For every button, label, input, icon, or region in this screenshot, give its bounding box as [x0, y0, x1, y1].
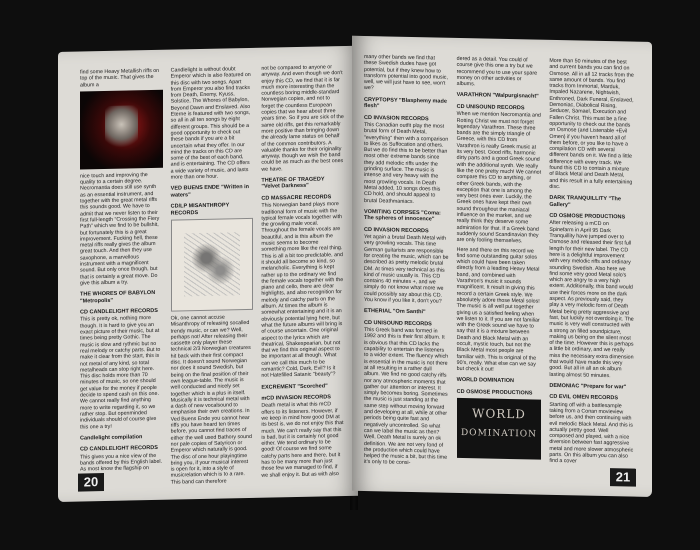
review-label: CD INVASION RECORDS	[364, 226, 429, 234]
review-heading: THEATRE OF TRAGEDY "Velvet Darkness"	[261, 176, 325, 191]
page-number: 21	[610, 468, 636, 487]
review-text: many other bands we find that these Swedish dudes have got potential, but if they knew how to transform potential into good music, well, we will just have to see, won't we?	[364, 53, 448, 92]
review-heading: ETHERIAL "Om Santhi"	[364, 308, 426, 316]
magazine-page-left	[58, 46, 358, 502]
review-text: Here and there on this record we find some outstanding guitar solos which could have been taken directly from a leading Heavy Metal band, and combined with Varathron's music it sounds magnificent. It result in giving this record a certain Greek style. We absolutely adore those Metal solos! The music is all well put together giving us a satisfied feeling when we listen to it. If you are not familiar with the Greek sound we have to say that it is a mixture between Death and Black Metal with an occult, mystic touch, but not the Black Metal most people are familiar with. This is original of the 90's, really. What else can we say but check it out!	[456, 246, 540, 373]
review-text: Starting off with a battlesample taking from a Conan movieview before us, and then continuing with evil melodic Black Metal. And this is actually pretty good. Well composed and played, with a nice diversion between fast aggressive metal and more slower atmospheric parts. On this album you can also find a cover	[549, 401, 634, 465]
review-heading: VED BUENS ENDE "Written in waters"	[170, 184, 249, 199]
right-column-2	[457, 56, 542, 457]
review-text: After releasing a mCD on Spinefarm in April 95 Dark Tranquillity have jumped over to Osmose and released their first full length for their new label. The CD here is a delightful improvement with very melodic riffs and ordinary sounding Swedish. Also here we find some very good Metal solo's which are angry to a very high extent. Additionally, this band would use their forces more on the dark aspect. As previously said, they play a very melodic form of Death Metal being pretty aggressive and fast, but luckily not overdoing it. The music is very well constructed with a strong an filled soundpicture, making us being on the silent most of the time. However this is perhaps a little bit ordinary, and we really miss the necessary extra dimension that would have made this very good. But all in all an ok album lasting almost 50 minutes.	[549, 220, 634, 379]
review-heading: EXCREMENT "Scorched"	[261, 382, 328, 391]
review-heading: THE WHORES OF BABYLON "Metropolis"	[80, 290, 156, 305]
review-label: CD OSMOSE PRODUCTIONS	[549, 212, 626, 221]
review-label: CD EVIL OMEN RECORDS	[549, 394, 618, 402]
right-column-1	[364, 53, 449, 467]
review-text: This Canadian outfit play the most brutal form of Death Metal, "everything" then with a comparison to likes as Suffocation and others. But we do find this to be better than most other extreme bands since they add melodic riffs under the grinding surface. The music is intense and very heavy with the most growling vocals. In Death Metal added, 10 songs does this CD hold, and should appeal to brutal Deathmaniacs.	[364, 121, 449, 205]
review-heading: DEMONIAC "Prepare for war"	[549, 382, 627, 391]
review-text: nice touch and improving the quality to a certain degree. Necromantia does still use synth as an essential instrument, and together with the great metal riffs this sounds good. We have to admit that we never listen to their first full-length "Crossing the Fiery Path" which we find to be bullshit, but fortunately this is a great improvement. Fucking hell, these metal riffs really gives the album great touch. And then they use saxophone, a marvellous instrument with a magnificent sound. But only once though, but that is certainly a great move. Do give this album a try.	[80, 172, 160, 287]
review-heading: CRYPTOPSY "Blasphemy made flesh"	[364, 96, 447, 110]
review-text: Death metal is what this mCD offers to its listeners. However, if we keep in mind how good DM at its best is, we do not enjoy this that much. We can't really say that this is bad, but it is certainly not good either. We tend ordinary to be good! Of course we find some catchy parts here and there, but it has to be many more than just those few we managed to find, if we shall enjoy it. But as with also	[261, 401, 344, 479]
review-text: not be compared to anyone or anyway. And even though we don't enjoy this CD, we find that it is far much more interesting than the countless boring middle-standard Norwegian copies, and not to forget the countless European copies that we hear about three years time. So if you are sick of the same old riffs, get this remarkably more positive than bringing down the already lame status on behalf of the common contributors. A valuable thanks for their originality anyway, though we wish the band could be as much as the best ones we have.	[261, 64, 344, 173]
album-cover-ved-buens-ende	[171, 218, 254, 312]
review-text: find some Heavy Metallish riffs on top of the music. That gives the album a	[80, 67, 160, 89]
left-column-1	[80, 67, 163, 473]
review-label: CD CANDLELIGHT RECORDS	[80, 307, 158, 316]
review-text: This is pretty ok, nothing more though. It is hard to give you an exact picture of their music, but at times being pretty Gothic. The music is slow and rythmic but no real melody or catchy parts. But to make it clear from the start, this is not metal of any kind, so total metalheads can stop right here. This disc holds more than 70 minutes of music, so one should get value for the money if people decide to spend cash on this one. We cannot really find anything more to write regarding it, so we rather stop. But openminded individuals should of course give this one a try!	[80, 315, 161, 431]
review-text: This Greek band was formed in 1992 and this is their first album. It is obvious that this CD lacks the capability to entertain the listeners to a wider extent. The fluency which is essential in the music is not there at all resulting in a rather dull album. We find no good catchy riffs nor any atmospheric moments that gather our attention or interest. It simply becomes boring. Sometimes the music is just standing at the same step without moving forward and developing at all, while at other periods being quite fast and negatively uncontrolled. So what can we label the music as then? Well, Death Metal is surely an ok definition. We are not very fond of the production which could have helped the music a bit, but this time it's only to be consi-	[364, 327, 449, 467]
review-heading: WORLD DOMINATION	[456, 377, 515, 385]
album-cover-world-domination	[457, 398, 542, 460]
album-cover-necromantia	[80, 90, 163, 170]
review-label: CD MASSACRE RECORDS	[261, 194, 332, 202]
review-text: Candlelight is without doubt Emperor which is also featured on this disc with two songs. Apart from Emperor you also find tracks from Death, Enemy, Kyuss, Solstice, The Whores of Babylon, Beyond Dawn and Enslaved. Also Eterne is featured with two songs, so all in all ten songs by eight different groups. This should be a good opportunity to check out these bands if you are a bit uncertain what they offer. In our mind the tracks on this CD are some of the best of each band, and is entertaining. The CD offers a wide variety of music, and lasts more than one hour.	[170, 66, 251, 181]
review-heading: Candlelight compilation	[80, 434, 143, 442]
review-text: More than 50 minutes of the best and current bands you can find on Osmose. All in all 12 tracks from the same amount of bands. You find tracks from Immortal, Marduk, Impaled Nazarene, Nightwish, Enthroned, Dark Funeral, Enslaved, Demoniac, Diabolical Rising, Seducer, Samael, Execution and Fallen Christ. This must be a fine opportunity to check out the bands on Osmose (and Listenable +Evil Omen) if you haven't heard all of them before, or you like to have a compilation CD with several different bands on it. We find a little difference with every track. We found this CD to contain a mixture of Black Metal and Death Metal, and this result in a fully entertaining disc.	[549, 57, 634, 191]
review-label: mCD INVASION RECORDS	[261, 394, 331, 402]
left-column-2	[170, 66, 254, 486]
review-text: Ok, one cannot accuse Misanthropy of releasing socalled trendy music, or can we? Well, perhaps not! After releasing their cassette only player these technical 2/3 Norwegian creatures hit back with their first compact disc. It doesn't sound Norwegian nor does it sound Swedish, but being on the final position of their own league-table. The music is well conducted and nicely set together which is a plus in itself. Musically it is technical metal with a dash of new vocalsound to emphasise their own creations. In Ved Buens Ende you cannot hear riffs you have heard ten times before, you cannot find traces of either the well used Bathory sound nor pale copies of Satyricon or Emperor which naturally is good. The disc of one hour playingtime bring you, if your musical interest is open for it, into a style of musicrelation which is to a rare. This band can therefore	[170, 314, 252, 486]
review-label: CD UNISOUND RECORDS	[456, 103, 525, 112]
review-heading: DARK TRANQUILLITY "The Gallery"	[549, 195, 621, 208]
review-heading: VOMITING CORPSES "Coma: The spheres of innocence"	[364, 208, 441, 223]
review-text: dered as a detail. You could of course give this one a try but we recommend you to use your spare money on other activities or albums.	[456, 55, 538, 88]
review-heading: VARATHRON "Walpurgisnacht"	[456, 92, 539, 101]
right-column-3	[549, 57, 634, 465]
review-text: This Norwegian band plays more traditional form of music with the typical female vocals together with the growling male vocal. Throughout the female vocals are beautiful, and is this album the music seems to become something more like the real thing. This is all a bit too predictable, and it should all become so kind, so melancholic. Everything is kept rather up to the ordinary we find the female vocals together with the piano and cello, there are clear highlights, and also recognition for melody and catchy parts on the album. At times the album is somewhat entertaining and it is an obviously potential lying here, but what the future albums will bring is of course uncertain. One original aspect to the lyrics which are theatrical, Shakespearian, but not that we find this original aspect to be important at all though. What can we call this much to be romantic? Cold, Dark, Evil? Is it not Hatefilled Satanic "beauty"?	[261, 201, 344, 380]
review-text: Yet again a brutal Death Metal with very growling vocals. This time German guitarists are responsible for creating the music, which can be described as pretty melodic brutal DM. At times very technical as this kind of music usually is. This CD contains 40 minutes +, and we simply do not know what more we could possibly say about this CD. You know if you like it, don't you?	[364, 234, 449, 305]
review-label: CD CANDLELIGHT RECORDS	[80, 445, 158, 453]
left-column-3	[261, 64, 344, 479]
review-label: CD INVASION RECORDS	[364, 114, 429, 122]
review-label: CD OSMOSE PRODUCTIONS	[456, 388, 533, 397]
cover-logo-line-2: DOMINATION	[460, 428, 538, 440]
page-number: 20	[78, 473, 104, 492]
magazine-page-right	[352, 36, 652, 497]
review-label: CD/LP MISANTHROPY RECORDS	[170, 202, 230, 217]
review-label: CD UNISOUND RECORDS	[364, 319, 432, 328]
review-text: This gives you a nice view of the bands offered by this English label. As most know the flagship on	[80, 452, 163, 473]
review-text: When we mention Necromantia and Rotting Christ we must not forget legendary Varathron. These three bands are the simply triangle of Greece, with this CD from Varathron is really Greek music at its very best. Good riffs, harmonic dirty parts and a good Greek sound with the additional synth. We really like the one pretty much! We cannot compare this CD to anything, or other Greek bands, with the exception that one is among the very best ones ever. Luckily, the Greek ones have kept their own sound throughout the maniacal influence on the market, and we really think they deserve some admiration for that. If a Greek band suddenly sound Scandinavian they are only fooling themselves.	[456, 111, 542, 245]
right-page-columns	[364, 53, 634, 467]
cover-logo-line-1: WORLD	[472, 406, 526, 422]
